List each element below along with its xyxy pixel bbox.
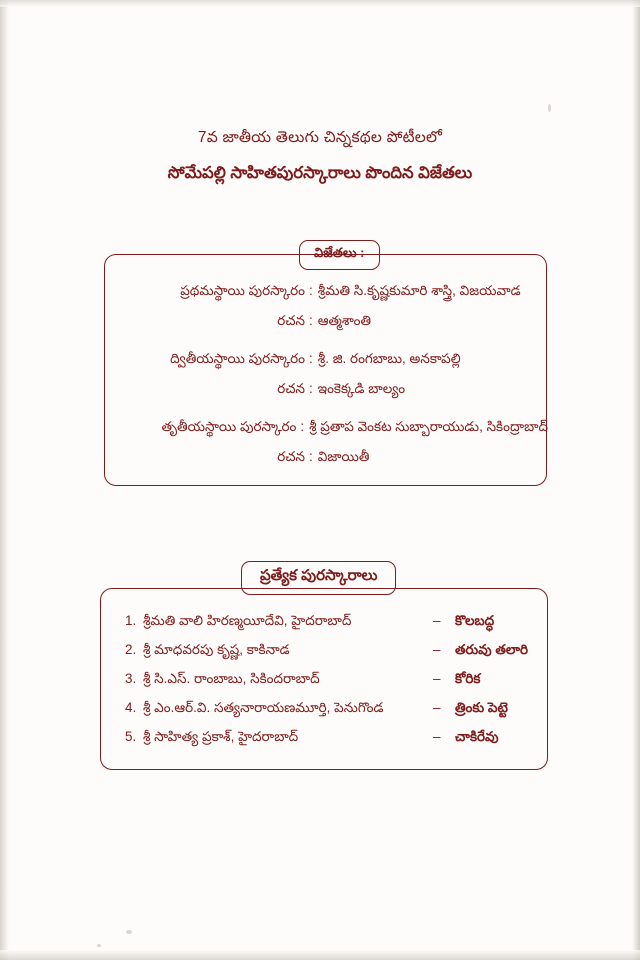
winner-name: శ్రీమతి సి.కృష్ణకుమారి శాస్త్రి, విజయవాడ: [317, 283, 521, 298]
work-label: రచన: [277, 381, 305, 396]
award-row-prize: [105, 351, 548, 370]
separator: :: [309, 283, 313, 298]
list-item: [101, 700, 549, 719]
item-number: 5.: [125, 729, 137, 744]
item-work-title: తరువు తలారి: [455, 642, 529, 657]
work-label: రచన: [277, 313, 305, 328]
award-row-prize: [105, 283, 548, 302]
special-awards-list: [101, 613, 549, 758]
item-work-title: చాకిరేవు: [455, 729, 499, 744]
prize-label: తృతీయస్థాయి పురస్కారం: [161, 419, 297, 434]
item-dash: –: [433, 700, 441, 715]
list-item: [101, 613, 549, 632]
award-group-third: [105, 419, 548, 468]
work-title: ఇంకెక్కడి బాల్యం: [317, 381, 406, 396]
award-row-work: [105, 449, 548, 468]
item-dash: –: [433, 613, 441, 628]
special-awards-box-label: ప్రత్యేక పురస్కారాలు: [241, 561, 396, 595]
item-number: 4.: [125, 700, 137, 715]
item-dash: –: [433, 671, 441, 686]
title-line-1: 7వ జాతీయ తెలుగు చిన్నకథల పోటీలలో: [197, 129, 443, 146]
list-item: [101, 642, 549, 661]
work-label: రచన: [277, 449, 305, 464]
item-name: శ్రీ సి.ఎస్. రాంబాబు, సికిందరాబాద్: [143, 671, 320, 686]
item-number: 2.: [125, 642, 137, 657]
prize-label: ప్రథమస్థాయి పురస్కారం: [180, 283, 305, 298]
list-item: [101, 671, 549, 690]
work-title: ఆత్మశాంతి: [317, 313, 372, 328]
work-title: విజాయితీ: [317, 449, 370, 464]
item-work-title: కోరిక: [455, 671, 481, 686]
separator: :: [309, 449, 313, 464]
item-dash: –: [433, 729, 441, 744]
paper-speck: [97, 944, 101, 947]
separator: :: [309, 381, 313, 396]
list-item: [101, 729, 549, 748]
title-line-2: సోమేపల్లి సాహితపురస్కారాలు పొందిన విజేతలు: [167, 164, 473, 183]
winner-name: శ్రీ ప్రతాప వెంకట సుబ్బారాయుడు, సికింద్రాబాద్: [309, 419, 548, 434]
award-row-prize: [105, 419, 548, 438]
item-work-title: త్రింకు పెట్టె: [455, 700, 508, 715]
item-number: 1.: [125, 613, 137, 628]
item-dash: –: [433, 642, 441, 657]
page-edge-bottom: [0, 950, 640, 960]
winner-name: శ్రీ. జి. రంగబాబు, అనకాపల్లి: [317, 351, 461, 366]
item-number: 3.: [125, 671, 137, 686]
item-work-title: కొలబద్ధ: [455, 613, 495, 628]
award-group-first: [105, 283, 548, 332]
separator: :: [300, 419, 305, 434]
page-edge-top: [0, 0, 640, 7]
paper-speck: [548, 104, 551, 112]
separator: :: [309, 313, 313, 328]
item-name: శ్రీమతి వాలి హిరణ్మయీదేవి, హైదరాబాద్: [143, 613, 352, 628]
item-name: శ్రీ ఎం.ఆర్.వి. సత్యనారాయణమూర్తి, పెనుగొండ: [143, 700, 384, 715]
item-name: శ్రీ సాహిత్య ప్రకాశ్, హైదరాబాద్: [143, 729, 299, 744]
separator: :: [309, 351, 313, 366]
award-group-second: [105, 351, 548, 400]
paper-speck: [126, 930, 132, 934]
page-title: [0, 126, 640, 186]
winners-box: [104, 254, 547, 486]
special-awards-box: [100, 588, 548, 770]
award-row-work: [105, 313, 548, 332]
winners-box-label: విజేతలు :: [299, 240, 380, 270]
award-row-work: [105, 381, 548, 400]
prize-label: ద్వితీయస్థాయి పురస్కారం: [170, 351, 305, 366]
item-name: శ్రీ మాధవరపు కృష్ణ, కాకినాడ: [143, 642, 290, 657]
